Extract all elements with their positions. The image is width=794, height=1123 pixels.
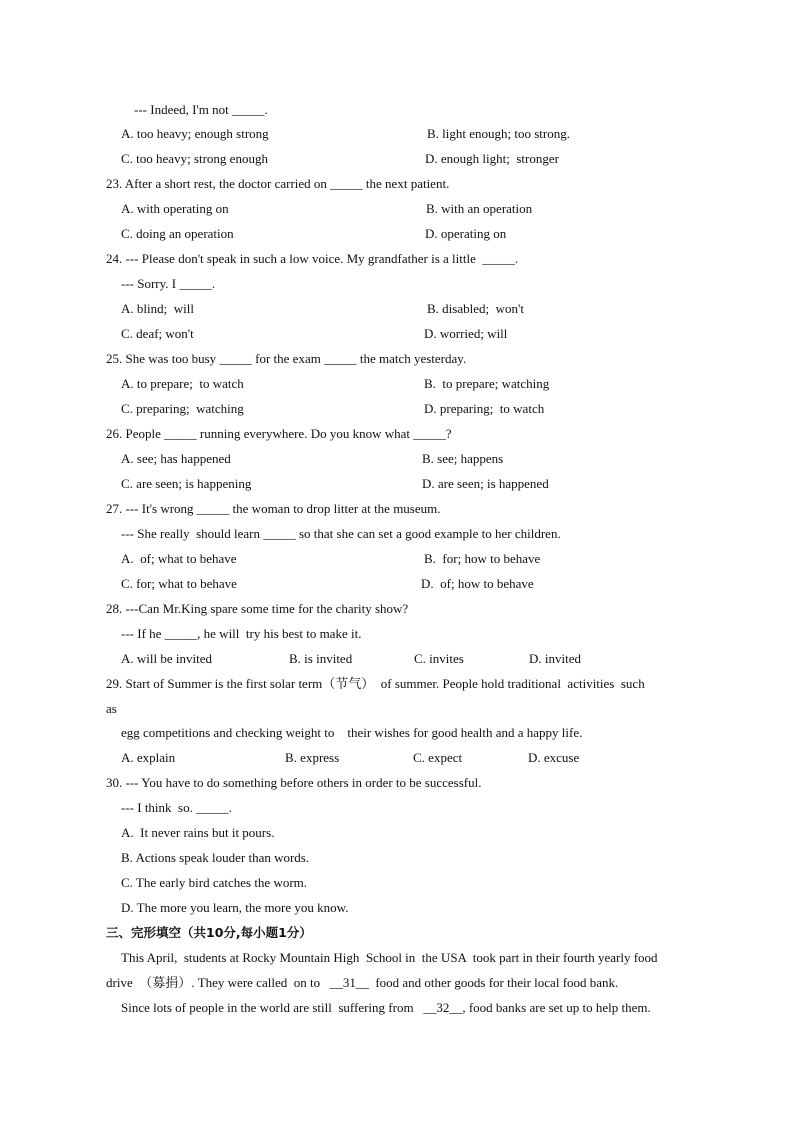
q29-option-a: A. explain	[121, 750, 176, 765]
q30-stem: 30. --- You have to do something before others in order to be successful.	[106, 775, 482, 790]
q28-option-b: B. is invited	[289, 651, 353, 666]
q26-option-a: A. see; has happened	[121, 451, 231, 466]
section-heading-cloze: 三、完形填空（共10分,每小题1分）	[106, 925, 312, 940]
q23-option-a: A. with operating on	[121, 201, 229, 216]
q22-option-c: C. too heavy; strong enough	[121, 151, 268, 166]
q30-option-c: C. The early bird catches the worm.	[121, 875, 308, 890]
q26-option-c: C. are seen; is happening	[121, 476, 252, 491]
q30-option-a: A. It never rains but it pours.	[121, 825, 275, 840]
q28-reply: --- If he _____, he will try his best to make it.	[121, 626, 362, 641]
cloze-blank-31: __31__	[329, 975, 369, 990]
cloze-paragraph-1-line-1: This April, students at Rocky Mountain High School in the USA took part in their fourth yearly food	[121, 950, 658, 965]
q25-option-d: D. preparing; to watch	[424, 401, 545, 416]
q27-reply: --- She really should learn _____ so that she can set a good example to her children.	[121, 526, 561, 541]
cloze-text: Since lots of people in the world are still suffering from	[121, 1000, 424, 1015]
cloze-paragraph-2-line-1	[121, 1000, 651, 1016]
q23-option-b: B. with an operation	[426, 201, 533, 216]
cloze-text: food and other goods for their local food bank.	[368, 975, 619, 990]
q28-option-d: D. invited	[529, 651, 581, 666]
q27-option-d: D. of; how to behave	[421, 576, 534, 591]
q26-option-b: B. see; happens	[422, 451, 504, 466]
cloze-paragraph-1-line-2	[106, 975, 618, 991]
q25-option-b: B. to prepare; watching	[424, 376, 550, 391]
q27-option-b: B. for; how to behave	[424, 551, 541, 566]
q25-option-a: A. to prepare; to watch	[121, 376, 244, 391]
q23-stem: 23. After a short rest, the doctor carried on _____ the next patient.	[106, 176, 450, 191]
q22-option-d: D. enough light; stronger	[425, 151, 559, 166]
q30-option-b: B. Actions speak louder than words.	[121, 850, 310, 865]
q29-stem-continued-2: egg competitions and checking weight to their wishes for good health and a happy life.	[121, 725, 583, 740]
q30-reply: --- I think so. _____.	[121, 800, 232, 815]
q27-stem: 27. --- It's wrong _____ the woman to drop litter at the museum.	[106, 501, 441, 516]
q29-option-b: B. express	[285, 750, 340, 765]
q27-option-a: A. of; what to behave	[121, 551, 237, 566]
q22-option-b: B. light enough; too strong.	[427, 126, 570, 141]
q30-option-d: D. The more you learn, the more you know.	[121, 900, 349, 915]
q22-option-a: A. too heavy; enough strong	[121, 126, 269, 141]
q25-stem: 25. She was too busy _____ for the exam _____ the match yesterday.	[106, 351, 467, 366]
q24-option-d: D. worried; will	[424, 326, 508, 341]
q24-stem: 24. --- Please don't speak in such a low voice. My grandfather is a little _____.	[106, 251, 519, 266]
q29-option-d: D. excuse	[528, 750, 580, 765]
q23-option-d: D. operating on	[425, 226, 507, 241]
q28-stem: 28. ---Can Mr.King spare some time for the charity show?	[106, 601, 409, 616]
q29-option-c: C. expect	[413, 750, 463, 765]
q28-option-a: A. will be invited	[121, 651, 212, 666]
q26-stem: 26. People _____ running everywhere. Do you know what _____?	[106, 426, 452, 441]
q24-option-b: B. disabled; won't	[427, 301, 524, 316]
cloze-text: drive （募捐）. They were called on to	[106, 975, 330, 990]
q29-stem-continued: as	[106, 701, 117, 716]
q25-option-c: C. preparing; watching	[121, 401, 244, 416]
q22-reply: --- Indeed, I'm not _____.	[134, 102, 268, 117]
q24-option-c: C. deaf; won't	[121, 326, 194, 341]
q28-option-c: C. invites	[414, 651, 464, 666]
q26-option-d: D. are seen; is happened	[422, 476, 549, 491]
q24-option-a: A. blind; will	[121, 301, 194, 316]
q23-option-c: C. doing an operation	[121, 226, 234, 241]
q27-option-c: C. for; what to behave	[121, 576, 237, 591]
cloze-text: , food banks are set up to help them.	[462, 1000, 651, 1015]
q24-reply: --- Sorry. I _____.	[121, 276, 216, 291]
q29-stem: 29. Start of Summer is the first solar term（节气） of summer. People hold traditional activities such	[106, 676, 645, 691]
cloze-blank-32: __32__	[423, 1000, 463, 1015]
